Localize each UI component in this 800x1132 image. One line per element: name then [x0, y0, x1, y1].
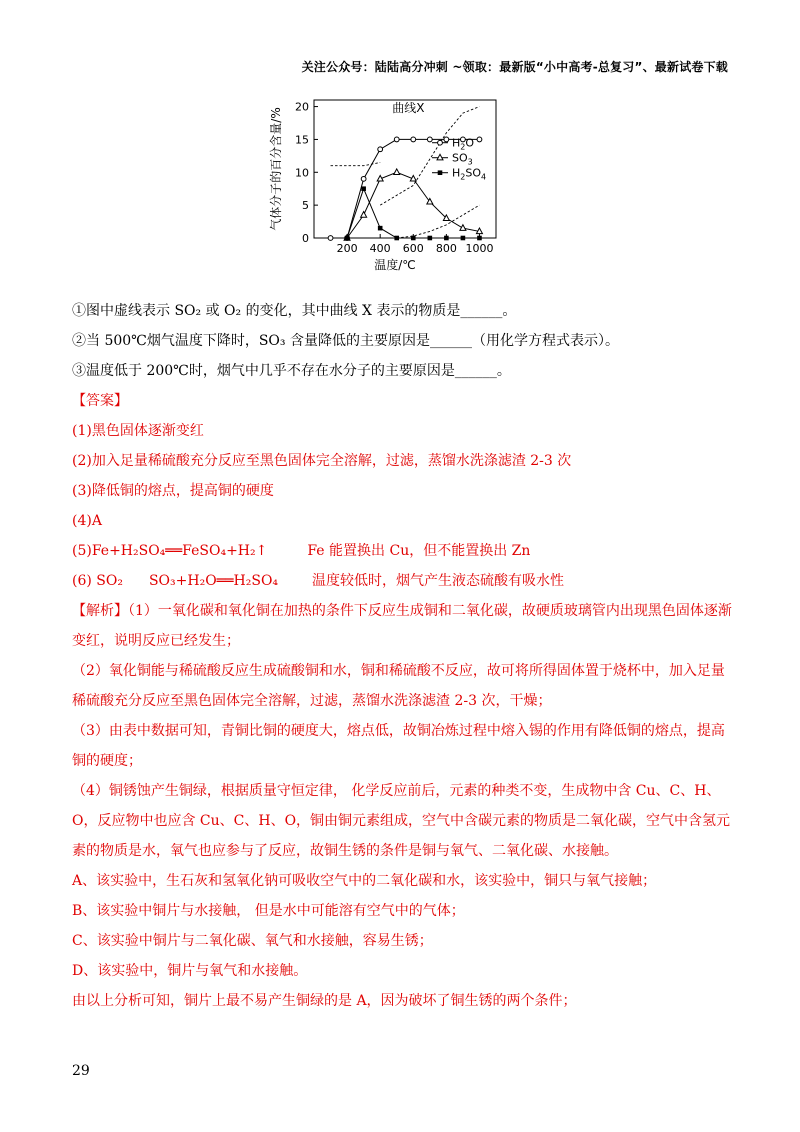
point-H2O	[427, 137, 432, 142]
answer-6	[72, 566, 732, 596]
analysis-option-a: A、该实验中，生石灰和氢氧化钠可吸收空气中的二氧化碳和水，该实验中，铜只与氧气接触；	[72, 873, 657, 889]
analysis-paragraph-3: （3）由表中数据可知，青铜比铜的硬度大，熔点低，故铜冶炼过程中熔入锡的作用有降低铜的熔点，提高铜的硬度；	[72, 723, 725, 769]
point-H2O	[444, 137, 449, 142]
analysis-paragraph-1	[72, 596, 732, 656]
point-H2SO4	[477, 236, 482, 241]
analysis-option-c: C、该实验中铜片与二氧化碳、氧气和水接触，容易生锈；	[72, 933, 433, 949]
x-tick-label: 600	[402, 242, 424, 255]
answer-5-note: Fe 能置换出 Cu，但不能置换出 Zn	[307, 543, 531, 559]
point-H2O	[328, 236, 333, 241]
answer-6-equation: SO₃+H₂O══H₂SO₄	[148, 573, 279, 589]
point-H2O	[477, 137, 482, 142]
point-H2O	[411, 137, 416, 142]
answer-4: (4)A	[72, 513, 102, 529]
answer-5-equation: (5)Fe+H₂SO₄══FeSO₄+H₂↑	[72, 543, 268, 559]
temperature-chart	[268, 92, 508, 272]
x-axis-label: 温度/℃	[374, 258, 416, 272]
answer-1: (1)黑色固体逐渐变红	[72, 423, 204, 439]
answer-6-prefix: (6) SO₂	[72, 573, 123, 589]
answer-2: (2)加入足量稀硫酸充分反应至黑色固体完全溶解，过滤，蒸馏水洗涤滤渣 2-3 次	[72, 453, 572, 469]
point-H2SO4	[378, 226, 383, 231]
x-tick-label: 200	[336, 242, 358, 255]
legend-marker-H2O	[438, 140, 443, 145]
curve-x-annotation: 曲线X	[392, 100, 425, 115]
point-H2O	[361, 176, 366, 181]
x-tick-label: 400	[369, 242, 391, 255]
point-SO3	[460, 225, 466, 231]
analysis-label: 【解析】	[72, 603, 128, 619]
analysis-paragraph-4: （4）铜锈蚀产生铜绿，根据质量守恒定律， 化学反应前后，元素的种类不变，生成物中含 Cu、C、H、O，反应物中也应含 Cu、C、H、O，铜由铜元素组成，空气中含碳元素的物质是二氧化碳，空气中含氢元素的物质是水，氧气也应参与了反应，故铜生锈的条件是铜与氧气、二氧化碳、水接触。	[72, 783, 731, 859]
point-H2SO4	[361, 186, 366, 191]
analysis-paragraph-2: （2）氧化铜能与稀硫酸反应生成硫酸铜和水，铜和稀硫酸不反应，故可将所得固体置于烧杯中，加入足量稀硫酸充分反应至黑色固体完全溶解，过滤，蒸馏水洗涤滤渣 2-3 次，干燥；	[72, 663, 725, 709]
analysis-option-b: B、该实验中铜片与水接触， 但是水中可能溶有空气中的气体；	[72, 903, 465, 919]
question-1: ①图中虚线表示 SO₂ 或 O₂ 的变化，其中曲线 X 表示的物质是______。	[72, 303, 517, 319]
answer-6-note: 温度较低时，烟气产生液态硫酸有吸水性	[312, 573, 565, 589]
point-H2SO4	[394, 236, 399, 241]
point-H2SO4	[461, 236, 466, 241]
legend-label-H2O: $H_2O$	[452, 136, 475, 152]
y-tick-label: 20	[295, 100, 309, 114]
legend-label-H2SO4: $H_2SO_4$	[452, 166, 487, 182]
point-H2SO4	[428, 236, 433, 241]
analysis-conclusion: 由以上分析可知，铜片上最不易产生铜绿的是 A，因为破坏了铜生锈的两个条件；	[72, 993, 577, 1009]
x-tick-label: 800	[435, 242, 457, 255]
point-H2O	[378, 147, 383, 152]
page-header: 关注公众号：陆陆高分冲刺 ~领取：最新版“小中高考-总复习”、最新试卷下载	[301, 60, 728, 74]
series-line-SO3	[347, 172, 479, 238]
y-axis-label: 气体分子的百分含量/%	[269, 107, 283, 231]
point-H2O	[394, 137, 399, 142]
y-tick-label: 10	[295, 166, 309, 180]
point-H2SO4	[411, 236, 416, 241]
y-tick-label: 0	[302, 232, 309, 245]
analysis-p1: （1）一氧化碳和氧化铜在加热的条件下反应生成铜和二氧化碳，故硬质玻璃管内出现黑色固体逐渐变红，说明反应已经发生；	[72, 603, 732, 649]
point-SO3	[361, 212, 367, 218]
y-tick-label: 15	[295, 133, 309, 147]
x-tick-label: 1000	[465, 242, 494, 255]
legend-marker-SO3	[437, 154, 443, 160]
answer-3: (3)降低铜的熔点，提高铜的硬度	[72, 483, 274, 499]
answer-5	[72, 536, 732, 566]
point-H2SO4	[444, 236, 449, 241]
legend-label-SO3: $SO_3$	[452, 151, 473, 167]
question-2: ②当 500℃烟气温度下降时，SO₃ 含量降低的主要原因是______（用化学方程式表示）。	[72, 333, 619, 349]
y-tick-label: 5	[302, 199, 309, 213]
point-H2SO4	[345, 236, 350, 241]
point-SO3	[394, 169, 400, 175]
analysis-option-d: D、该实验中，铜片与氧气和水接触。	[72, 963, 308, 979]
answer-label: 【答案】	[72, 393, 128, 409]
page-number: 29	[72, 1063, 90, 1079]
question-3: ③温度低于 200℃时，烟气中几乎不存在水分子的主要原因是______。	[72, 363, 511, 379]
legend-marker-H2SO4	[438, 170, 443, 175]
